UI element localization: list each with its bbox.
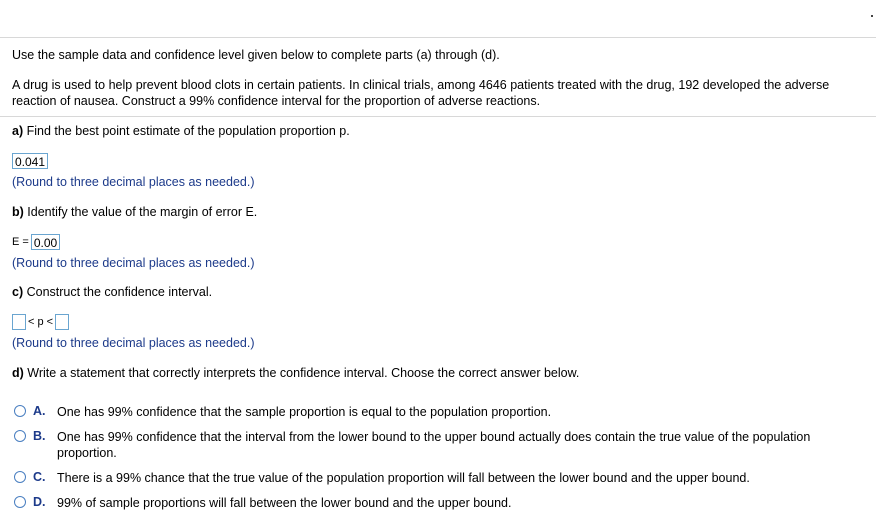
section-divider (0, 116, 876, 117)
part-c-hint: (Round to three decimal places as needed.) (12, 336, 255, 350)
option-b-text: One has 99% confidence that the interval from the lower bound to the upper bound actually does contain the true value of the population proportion. (57, 430, 811, 460)
part-d-label: d) (12, 366, 24, 380)
option-a-letter: A. (33, 404, 46, 418)
option-c-letter: C. (33, 470, 46, 484)
margin-of-error-input[interactable]: 0.00 (31, 234, 60, 250)
part-b-text: Identify the value of the margin of error E. (23, 205, 258, 219)
option-c-text: There is a 99% chance that the true value of the population proportion will fall between the lower bound and the upper bound. (57, 471, 750, 485)
option-b[interactable] (14, 429, 854, 461)
part-d-text: Write a statement that correctly interprets the confidence interval. Choose the correct answer below. (23, 366, 580, 380)
option-c[interactable] (14, 470, 854, 486)
part-a-question (12, 124, 350, 138)
interval-inequality: < p < (28, 316, 54, 328)
option-d-text: 99% of sample proportions will fall between the lower bound and the upper bound. (57, 496, 512, 510)
problem-statement-line1: A drug is used to help prevent blood clots in certain patients. In clinical trials, among 4646 patients treated with the drug, 192 developed the adverse (12, 78, 830, 92)
lower-bound-input[interactable] (12, 314, 26, 330)
part-c-text: Construct the confidence interval. (23, 285, 213, 299)
part-a-hint: (Round to three decimal places as needed.) (12, 175, 255, 189)
option-b-letter: B. (33, 429, 46, 443)
radio-icon[interactable] (14, 496, 26, 508)
option-a[interactable] (14, 404, 854, 420)
part-b-hint: (Round to three decimal places as needed.) (12, 256, 255, 270)
point-estimate-input[interactable]: 0.041 (12, 153, 48, 169)
radio-icon[interactable] (14, 471, 26, 483)
part-a-text: Find the best point estimate of the population proportion p. (23, 124, 350, 138)
part-d-question (12, 366, 579, 380)
option-d-letter: D. (33, 495, 46, 509)
instructions: Use the sample data and confidence level given below to complete parts (a) through (d). (12, 48, 500, 62)
menu-dot-icon[interactable] (871, 15, 873, 17)
part-c-label: c) (12, 285, 24, 299)
radio-icon[interactable] (14, 405, 26, 417)
part-a-label: a) (12, 124, 24, 138)
part-c-question (12, 285, 212, 299)
margin-error-prefix: E = (12, 236, 29, 248)
radio-icon[interactable] (14, 430, 26, 442)
part-b-label: b) (12, 205, 24, 219)
upper-bound-input[interactable] (55, 314, 69, 330)
top-bar (0, 0, 876, 38)
part-b-question (12, 205, 257, 219)
option-d[interactable] (14, 495, 854, 511)
problem-statement-line2: reaction of nausea. Construct a 99% confidence interval for the proportion of adverse reactions. (12, 94, 541, 108)
option-a-text: One has 99% confidence that the sample proportion is equal to the population proportion. (57, 405, 552, 419)
